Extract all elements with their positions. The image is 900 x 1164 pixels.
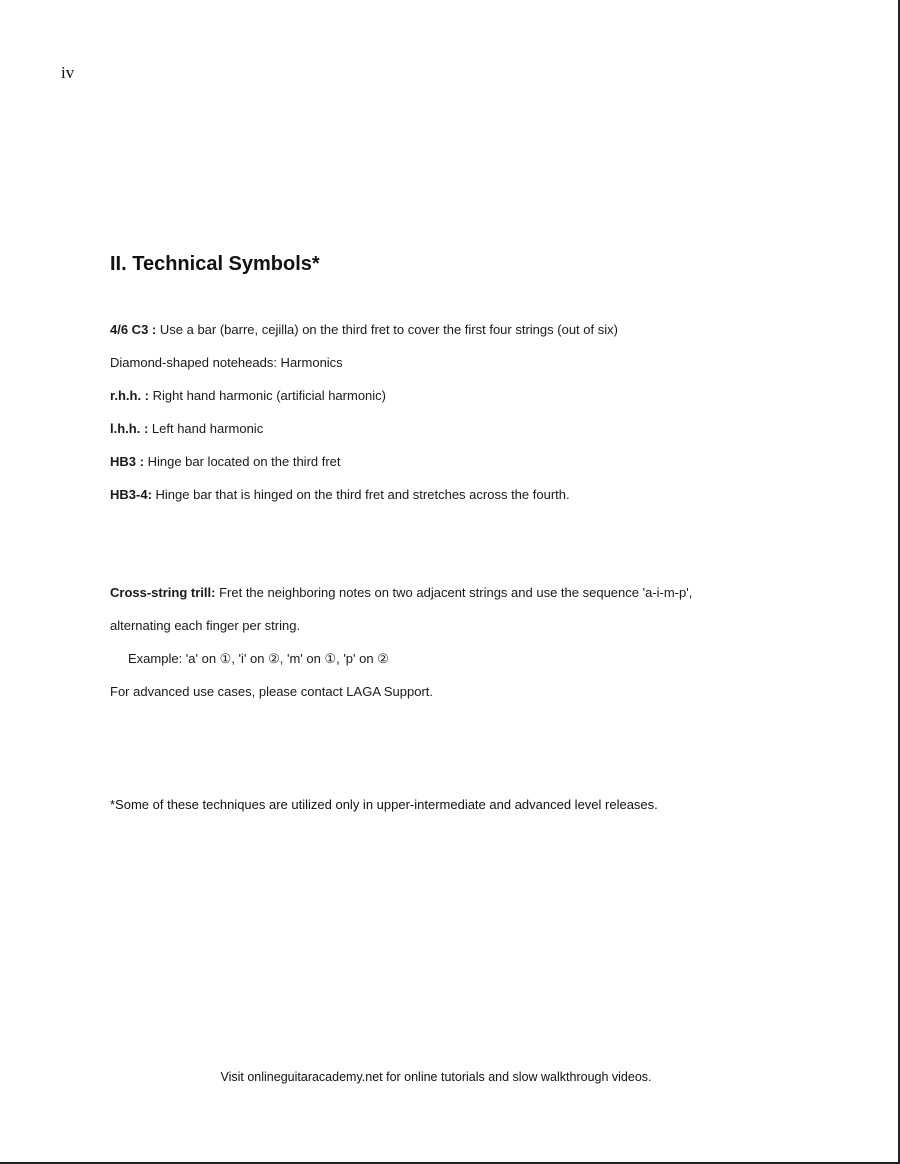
symbol-row-rhh xyxy=(110,388,386,403)
section-title: II. Technical Symbols* xyxy=(110,253,320,275)
symbol-row-hb3 xyxy=(110,454,341,469)
support-note: For advanced use cases, please contact LAGA Support. xyxy=(110,684,434,699)
trill-term: Cross-string trill: xyxy=(110,585,216,600)
symbol-term: 4/6 C3 : xyxy=(110,322,157,337)
symbol-term: HB3 : xyxy=(110,454,144,469)
symbol-desc: Use a bar (barre, cejilla) on the third fret to cover the first four strings (out of six) xyxy=(159,322,618,337)
trill-row xyxy=(110,585,692,600)
page-number: iv xyxy=(61,63,75,82)
trill-desc: Fret the neighboring notes on two adjacent strings and use the sequence 'a-i-m-p', xyxy=(219,585,693,600)
symbol-desc: Right hand harmonic (artificial harmonic) xyxy=(152,388,386,403)
symbol-row-harmonics xyxy=(110,355,343,370)
symbol-term: r.h.h. : xyxy=(110,388,149,403)
symbol-desc: Hinge bar that is hinged on the third fret and stretches across the fourth. xyxy=(155,487,570,502)
trill-desc-continued: alternating each finger per string. xyxy=(110,618,301,633)
symbol-desc: Left hand harmonic xyxy=(151,421,264,436)
symbol-row-lhh xyxy=(110,421,263,436)
trill-example: Example: 'a' on ①, 'i' on ②, 'm' on ①, 'p' on ② xyxy=(128,651,389,666)
symbol-term: l.h.h. : xyxy=(110,421,149,436)
footnote: *Some of these techniques are utilized only in upper-intermediate and advanced level releases. xyxy=(110,797,658,812)
symbol-term: HB3-4: xyxy=(110,487,152,502)
symbol-row-bar xyxy=(110,322,618,337)
symbol-row-hb3-4 xyxy=(110,487,570,502)
symbol-desc: Hinge bar located on the third fret xyxy=(147,454,341,469)
footer-note: Visit onlineguitaracademy.net for online tutorials and slow walkthrough videos. xyxy=(220,1070,652,1084)
symbol-desc: Diamond-shaped noteheads: Harmonics xyxy=(110,355,343,370)
